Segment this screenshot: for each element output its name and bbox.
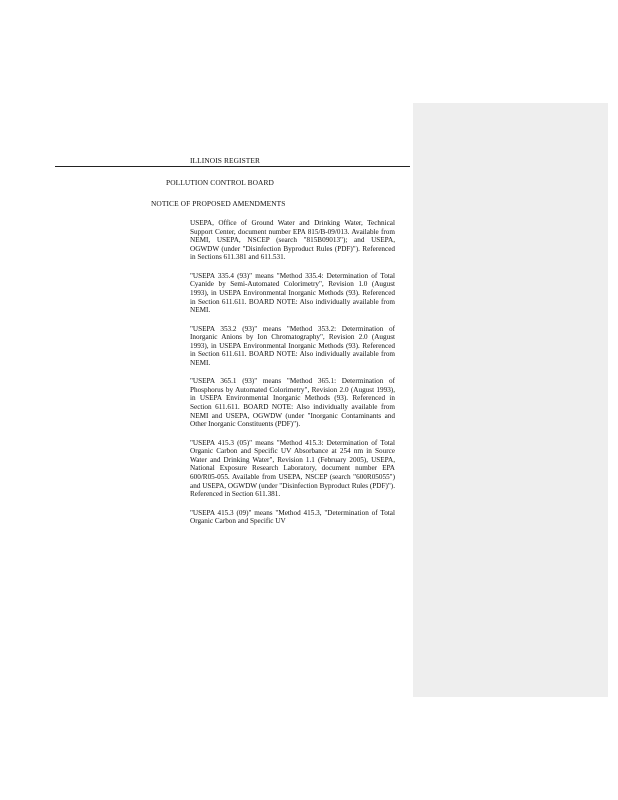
paragraph-2: "USEPA 335.4 (93)" means "Method 335.4: Determination of Total Cyanide by Semi-Automated Colorimetry", Revision 1.0 (August 1993), in USEPA Environmental Inorganic Methods (93). Referenced in Section 611.611. BOARD NOTE: Also individually available from NEMI. [190, 271, 395, 315]
paragraph-4: "USEPA 365.1 (93)" means "Method 365.1: Determination of Phosphorus by Automated Colorimetry", Revision 2.0 (August 1993), in USEPA Environmental Inorganic Methods (93). Referenced in Section 611.611. BOARD NOTE: Also individually available from NEMI and USEPA, OGWDW (under "Inorganic Contaminants and Other Inorganic Constituents (PDF)"). [190, 377, 395, 429]
comment-pane [413, 103, 608, 697]
header-rule [55, 166, 410, 167]
board-header: POLLUTION CONTROL BOARD [166, 178, 274, 187]
paragraph-6: "USEPA 415.3 (09)" means "Method 415.3, "Determination of Total Organic Carbon and Specific UV [190, 508, 395, 526]
paragraph-1: USEPA, Office of Ground Water and Drinking Water, Technical Support Center, document number EPA 815/B-09/013. Available from NEMI, USEPA, NSCEP (search "815B09013"); and USEPA, OGWDW (under "Disinfection Byproduct Rules (PDF)"). Referenced in Sections 611.381 and 611.531. [190, 219, 395, 262]
notice-header: NOTICE OF PROPOSED AMENDMENTS [151, 199, 286, 208]
register-header: ILLINOIS REGISTER [190, 156, 261, 165]
paragraph-5: "USEPA 415.3 (05)" means "Method 415.3: Determination of Total Organic Carbon and Specific UV Absorbance at 254 nm in Source Water and Drinking Water", Revision 1.1 (February 2005), USEPA, National Exposure Research Laboratory, document number EPA 600/R05-055. Available from USEPA, NSCEP (search "600R05055") and USEPA, OGWDW (under "Disinfection Byproduct Rules (PDF)"). Referenced in Section 611.381. [190, 438, 395, 499]
paragraph-3: "USEPA 353.2 (93)" means "Method 353.2: Determination of Inorganic Anions by Ion Chromatography", Revision 2.0 (August 1993), in USEPA Environmental Inorganic Methods (93). Referenced in Section 611.611. BOARD NOTE: Also individually available from NEMI. [190, 324, 395, 367]
document-body [190, 219, 395, 526]
